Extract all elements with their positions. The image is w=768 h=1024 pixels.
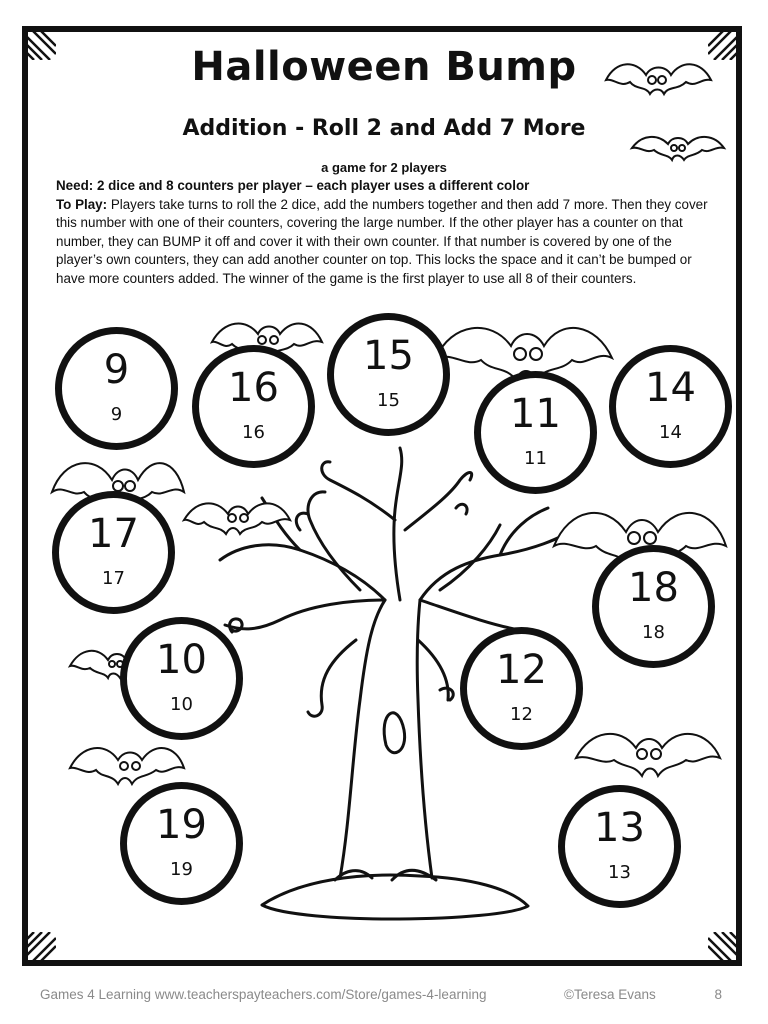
- large-number: 10: [156, 637, 207, 683]
- small-number: 17: [102, 568, 125, 589]
- large-number: 15: [363, 333, 414, 379]
- footer-credit: Games 4 Learning www.teacherspayteachers.com/Store/games-4-learning: [40, 987, 487, 1002]
- bat-icon: [576, 734, 720, 776]
- page-title: Halloween Bump: [191, 44, 577, 90]
- large-number: 12: [496, 647, 547, 693]
- number-space[interactable]: [460, 627, 583, 750]
- bat-icon: [632, 137, 724, 160]
- number-space[interactable]: [55, 327, 178, 450]
- large-number: 18: [628, 565, 679, 611]
- bat-icon: [70, 748, 184, 784]
- large-number: 19: [156, 802, 207, 848]
- player-count: a game for 2 players: [321, 160, 447, 175]
- small-number: 15: [377, 390, 400, 411]
- need-text: 2 dice and 8 counters per player – each player uses a different color: [93, 178, 530, 193]
- need-label: Need:: [56, 178, 94, 193]
- page-subtitle: Addition - Roll 2 and Add 7 More: [182, 116, 586, 141]
- number-space[interactable]: [609, 345, 732, 468]
- number-space[interactable]: [120, 782, 243, 905]
- large-number: 13: [594, 805, 645, 851]
- play-label: To Play:: [56, 196, 108, 212]
- large-number: 16: [228, 365, 279, 411]
- number-space[interactable]: [592, 545, 715, 668]
- small-number: 16: [242, 422, 265, 443]
- large-number: 11: [510, 391, 561, 437]
- number-space[interactable]: [120, 617, 243, 740]
- number-space[interactable]: [474, 371, 597, 494]
- bat-icon: [606, 64, 711, 94]
- small-number: 14: [659, 422, 682, 443]
- large-number: 14: [645, 365, 696, 411]
- small-number: 13: [608, 862, 631, 883]
- small-number: 12: [510, 704, 533, 725]
- number-space[interactable]: [327, 313, 450, 436]
- number-space[interactable]: [558, 785, 681, 908]
- bat-icon: [184, 503, 290, 534]
- number-space[interactable]: [52, 491, 175, 614]
- small-number: 19: [170, 859, 193, 880]
- large-number: 17: [88, 511, 139, 557]
- small-number: 11: [524, 448, 547, 469]
- large-number: 9: [103, 347, 130, 393]
- small-number: 9: [110, 404, 123, 425]
- page-number: 8: [714, 987, 722, 1002]
- small-number: 18: [642, 622, 665, 643]
- play-text: Players take turns to roll the 2 dice, add the numbers together and then add 7 more. Then they cover this number with one of their counters, covering the large number. If the other player has a counter on that number, they can BUMP it off and cover it with their own counter. If that number is covered by one of the player’s own counters, they can add another counter on top. This locks the space and it can’t be bumped or have more counters added. The winner of the game is the first player to use all 8 of their counters.: [56, 196, 708, 286]
- number-space[interactable]: [192, 345, 315, 468]
- small-number: 10: [170, 694, 193, 715]
- footer-author: ©Teresa Evans: [564, 987, 656, 1002]
